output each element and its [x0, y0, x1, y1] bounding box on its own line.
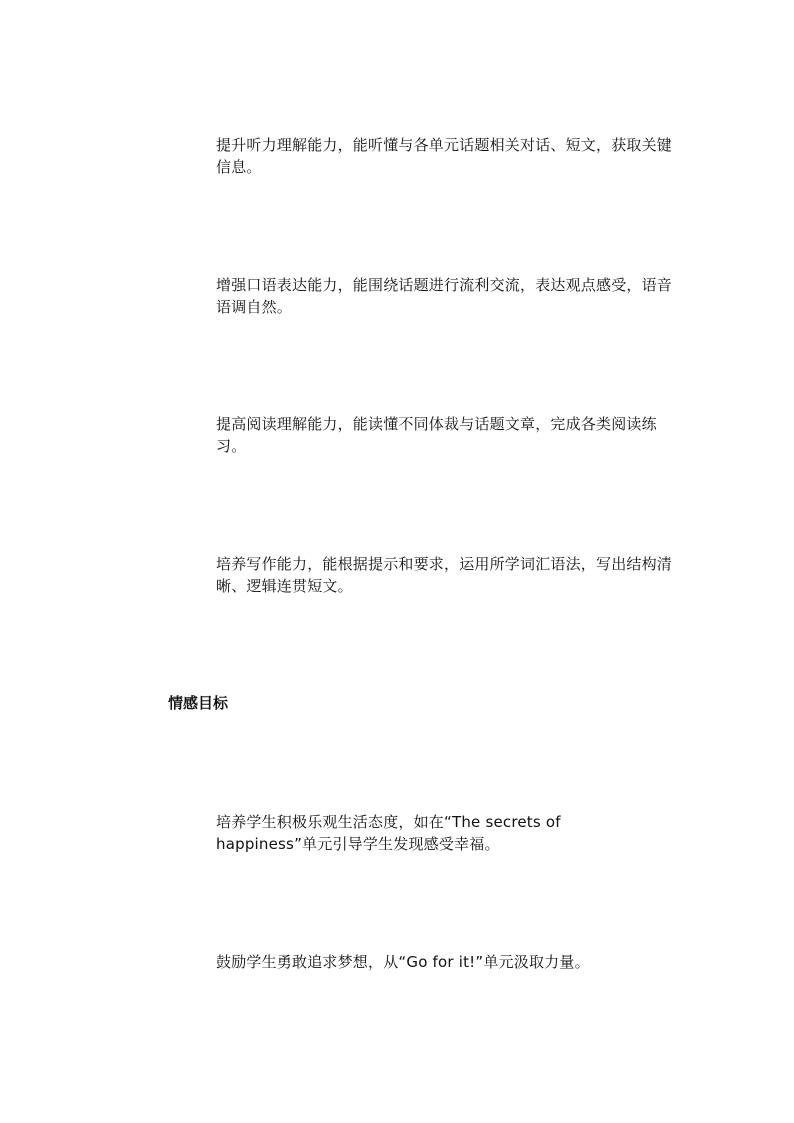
emotion-goals-heading: 情感目标	[168, 694, 229, 712]
listening-goal-paragraph: 提升听力理解能力，能听懂与各单元话题相关对话、短文，获取关键信息。	[216, 136, 673, 176]
speaking-goal-paragraph: 增强口语表达能力，能围绕话题进行流利交流，表达观点感受，语音语调自然。	[216, 276, 673, 316]
dream-goal-paragraph: 鼓励学生勇敢追求梦想，从“Go for it!”单元汲取力量。	[216, 953, 590, 971]
reading-goal-paragraph: 提高阅读理解能力，能读懂不同体裁与话题文章，完成各类阅读练习。	[216, 415, 657, 455]
attitude-goal-paragraph: 培养学生积极乐观生活态度，如在“The secrets of happiness”单元引导学生发现感受幸福。	[216, 813, 561, 853]
writing-goal-paragraph: 培养写作能力，能根据提示和要求，运用所学词汇语法，写出结构清晰、逻辑连贯短文。	[216, 555, 673, 595]
